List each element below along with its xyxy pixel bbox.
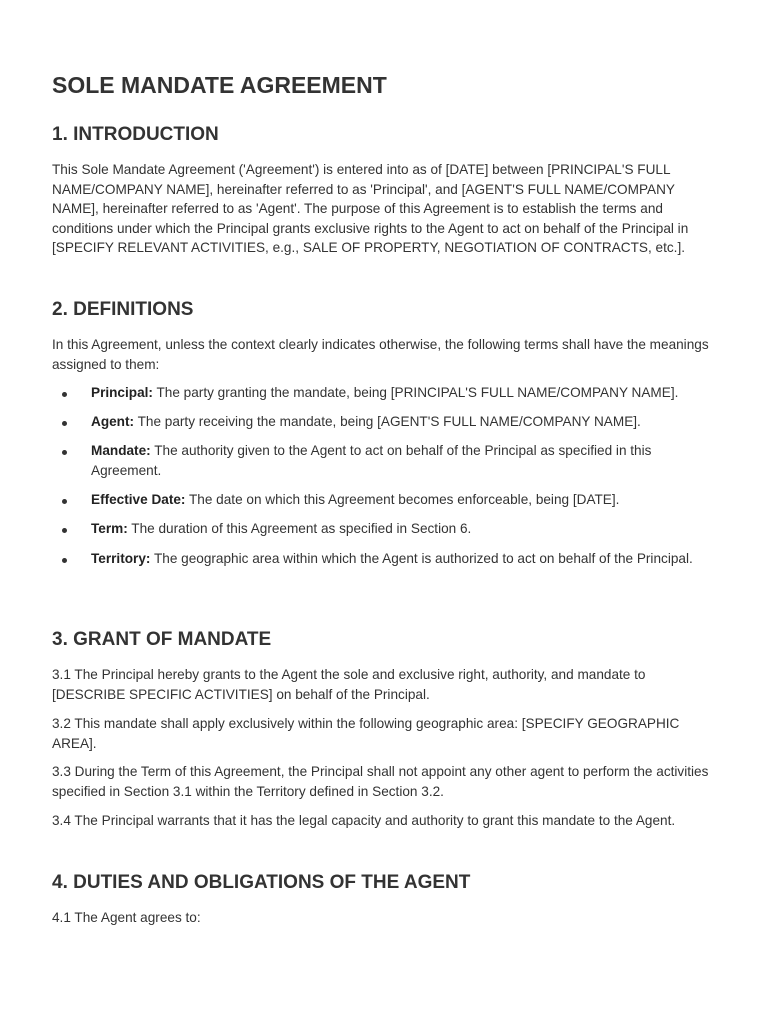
paragraph: 3.3 During the Term of this Agreement, the Principal shall not appoint any other agent to perform the activities specified in Section 3.1 within the Territory defined in Section 3.2.	[52, 764, 709, 799]
definition-term: Term:	[91, 521, 128, 537]
section-heading: 3. GRANT OF MANDATE	[52, 629, 272, 650]
definition-text: The geographic area within which the Agent is authorized to act on behalf of the Principal.	[150, 550, 693, 566]
list-item	[52, 490, 720, 510]
definition-text: The authority given to the Agent to act on behalf of the Principal as specified in this Agreement.	[91, 443, 652, 478]
definition-text: The party granting the mandate, being [PRINCIPAL'S FULL NAME/COMPANY NAME].	[152, 385, 679, 400]
definition-term: Principal:	[91, 385, 153, 400]
definition-term: Mandate:	[91, 443, 151, 459]
bullet-icon	[62, 558, 67, 563]
list-item	[52, 549, 720, 569]
list-item	[52, 383, 720, 403]
definition-text: The party receiving the mandate, being [AGENT'S FULL NAME/COMPANY NAME].	[134, 414, 641, 430]
paragraph: This Sole Mandate Agreement ('Agreement') is entered into as of [DATE] between [PRINCIPAL'S FULL NAME/COMPANY NAME], hereinafter referred to as 'Principal', and [AGENT'S FULL NAME/COMPANY NAME], hereinafter referred to as 'Agent'. The purpose of this Agreement is to establish the terms and conditions under which the Principal grants exclusive rights to the Agent to act on behalf of the Principal in [SPECIFY RELEVANT ACTIVITIES, e.g., SALE OF PROPERTY, NEGOTIATION OF CONTRACTS, etc.].	[52, 162, 689, 256]
bullet-icon	[62, 499, 67, 504]
list-item	[52, 519, 720, 539]
definition-term: Agent:	[91, 414, 135, 430]
definitions-list	[52, 383, 720, 578]
bullet-icon	[62, 528, 67, 533]
section-heading: 4. DUTIES AND OBLIGATIONS OF THE AGENT	[52, 872, 471, 893]
paragraph: 3.4 The Principal warrants that it has the legal capacity and authority to grant this mandate to the Agent.	[52, 813, 676, 828]
definition-text: The date on which this Agreement becomes enforceable, being [DATE].	[185, 492, 620, 508]
section-heading: 2. DEFINITIONS	[52, 299, 194, 320]
bullet-icon	[62, 450, 67, 455]
list-item	[52, 441, 720, 480]
definition-term: Effective Date:	[91, 492, 186, 508]
section-heading: 1. INTRODUCTION	[52, 124, 219, 145]
document-title: SOLE MANDATE AGREEMENT	[52, 72, 387, 98]
bullet-icon	[62, 392, 67, 397]
paragraph: 3.2 This mandate shall apply exclusively within the following geographic area: [SPECIFY GEOGRAPHIC AREA].	[52, 716, 680, 751]
definition-term: Territory:	[91, 550, 151, 566]
list-item	[52, 412, 720, 432]
paragraph: In this Agreement, unless the context clearly indicates otherwise, the following terms shall have the meanings assigned to them:	[52, 337, 709, 372]
definition-text: The duration of this Agreement as specified in Section 6.	[127, 521, 472, 537]
paragraph: 3.1 The Principal hereby grants to the Agent the sole and exclusive right, authority, and mandate to [DESCRIBE SPECIFIC ACTIVITIES] on behalf of the Principal.	[52, 667, 646, 702]
paragraph: 4.1 The Agent agrees to:	[52, 910, 201, 925]
bullet-icon	[62, 421, 67, 426]
